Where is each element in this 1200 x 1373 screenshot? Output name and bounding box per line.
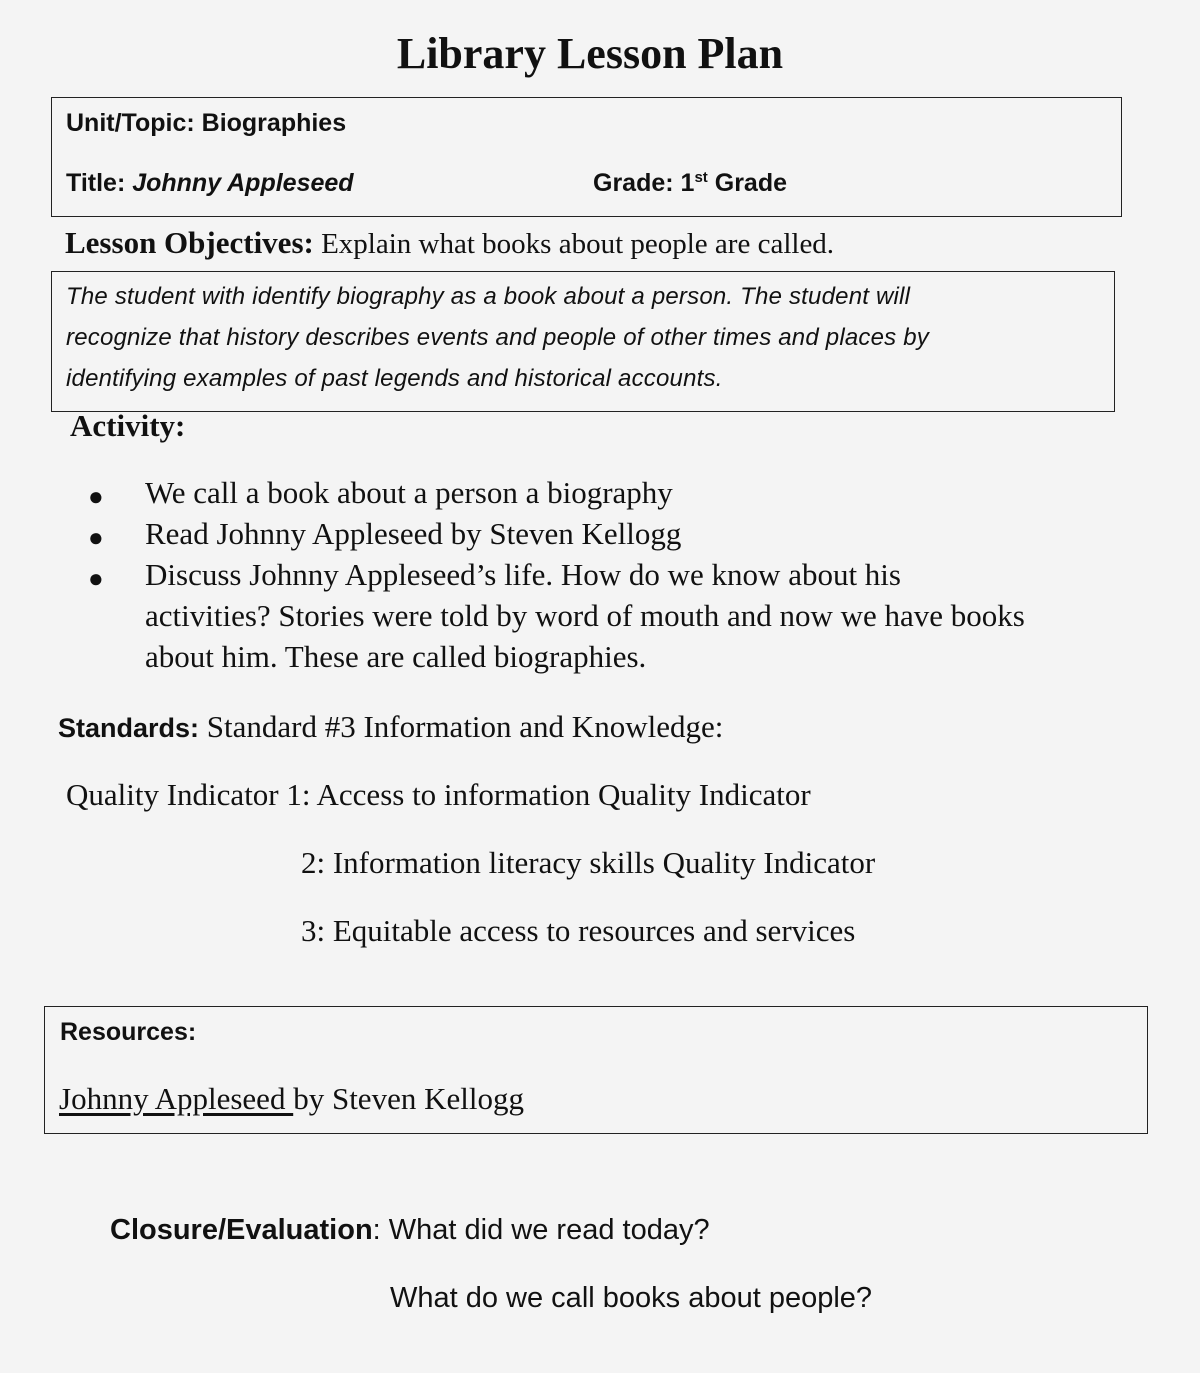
resource-item xyxy=(59,1081,524,1117)
standards xyxy=(58,709,723,745)
unit-topic-label: Unit/Topic: xyxy=(66,109,195,137)
lesson-title-value: Johnny Appleseed xyxy=(132,169,354,197)
lesson-title-label: Title: xyxy=(66,169,126,197)
objective-line-3: identifying examples of past legends and historical accounts. xyxy=(66,365,723,392)
activity-item-2: Read Johnny Appleseed by Steven Kellogg xyxy=(145,516,682,551)
grade-value: Grade xyxy=(714,169,788,197)
unit-topic-value: Biographies xyxy=(201,109,347,137)
activity-heading: Activity: xyxy=(70,408,186,443)
grade xyxy=(593,169,787,198)
activity-item-3-line-2: activities? Stories were told by word of mouth and now we have books xyxy=(145,598,1025,633)
page-title: Library Lesson Plan xyxy=(396,29,784,78)
objective-line-2: recognize that history describes events and people of other times and places by xyxy=(66,324,929,351)
grade-suffix: st xyxy=(694,169,708,186)
objectives-summary: Explain what books about people are called. xyxy=(321,228,835,260)
activity-item-3: Discuss Johnny Appleseed’s life. How do we know about his xyxy=(145,557,901,592)
closure-question-1: What did we read today? xyxy=(388,1214,710,1246)
resource-book-title: Johnny Appleseed xyxy=(59,1081,294,1116)
lesson-objectives xyxy=(65,225,834,261)
activity-item-1: We call a book about a person a biography xyxy=(145,475,673,510)
grade-label: Grade: xyxy=(593,169,674,197)
closure-label: Closure/Evaluation xyxy=(110,1214,373,1246)
objective-line-1: The student with identify biography as a book about a person. The student will xyxy=(66,283,911,310)
grade-number: 1 xyxy=(680,169,695,197)
bullet-icon: ● xyxy=(88,564,104,593)
activity-item-3-line-3: about him. These are called biographies. xyxy=(145,639,647,674)
objectives-label: Lesson Objectives: xyxy=(65,225,314,260)
resources-heading: Resources: xyxy=(60,1018,197,1046)
quality-indicator-2: 2: Information literacy skills Quality Indicator xyxy=(301,845,876,880)
quality-indicator-1: Quality Indicator 1: Access to information Quality Indicator xyxy=(66,777,811,812)
bullet-icon: ● xyxy=(88,523,104,552)
standards-value: Standard #3 Information and Knowledge: xyxy=(206,709,724,744)
bullet-icon: ● xyxy=(88,482,104,511)
lesson-title xyxy=(66,169,354,198)
closure-evaluation xyxy=(110,1214,710,1247)
closure-separator: : xyxy=(372,1214,381,1246)
quality-indicator-3: 3: Equitable access to resources and services xyxy=(301,913,856,948)
resource-book-author: by Steven Kellogg xyxy=(293,1081,524,1116)
unit-topic xyxy=(66,109,346,138)
standards-label: Standards: xyxy=(58,713,200,743)
closure-question-2: What do we call books about people? xyxy=(390,1282,873,1314)
